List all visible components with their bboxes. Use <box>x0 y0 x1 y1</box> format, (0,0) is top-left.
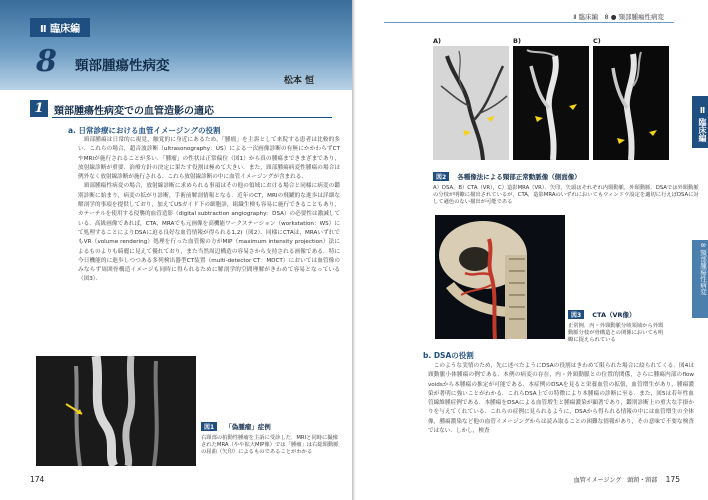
dsa-image <box>433 46 509 160</box>
running-head: Ⅱ 臨床編 8 ● 頸部腫瘍性病変 <box>573 13 664 21</box>
figure-2c-mra <box>593 46 669 160</box>
chapter-number: 8 <box>36 44 57 79</box>
figure-1-text: 右頸部の拍動性腫瘤を主訴に受診した．MRIと同時に撮像されたMRA（やや拡大MIP像）では「腫瘤」は右総頸動脈の屈曲（矢印）によるものであることがわかる <box>201 435 339 456</box>
running-head-rule <box>384 22 674 23</box>
part-tab: Ⅱ 臨床編 <box>30 18 90 37</box>
figure-2-caption <box>433 164 703 207</box>
panel-label-a: A) <box>433 37 442 45</box>
body-text-right: このような実情のため，先に述べたようにDSAの役割はきわめて限られた場合に絞られてくる．図4は頸動脈小体腫瘍の例である．本例の病変の存在，内・外頸動脈との位置的関係，さらに腫瘍内部のflow voidsから本腫瘍の推定が可能である．本症例のDSAを見ると栄養血管の拡張，血管増生があり，腫瘍濃染が著明に強いことがわかる．これらDSA上での特徴により本腫瘍の診断に至る．また，図5は若年性血管線維腫症例である．本腫瘍をDSAによる血管増生と腫瘍濃染が顕著であり，鑑別診断上の重大な手掛かりを与えてくれている．これらの症例に見られるように，DSAから得られる情報の中には血管増生の全体像，腫瘍濃染など他の血管イメージングからは読み取ることの困難な情報があり，その意味で不要な検査ではない．しかし，検査 <box>428 363 696 435</box>
figure-2a-dsa <box>433 46 509 160</box>
subsection-heading-b: b. DSAの役割 <box>423 351 474 360</box>
chapter-title: 頸部腫瘍性病変 <box>75 58 170 74</box>
cta-image <box>513 46 589 160</box>
right-page <box>356 0 708 500</box>
figure-1-caption <box>201 414 341 457</box>
figure-2-label: 図2 <box>433 172 449 181</box>
section-number: 1 <box>30 100 48 117</box>
section-heading <box>30 100 330 118</box>
author-name: 松本 恒 <box>283 76 314 86</box>
side-tab-part: Ⅱ 臨床編 <box>692 96 708 148</box>
figure-1-image <box>36 356 196 466</box>
section-rule <box>52 117 332 118</box>
page-number-left: 174 <box>30 475 45 484</box>
figure-3-image <box>435 215 565 339</box>
figure-3-text: 正常例．内・外頸動脈分岐領域から外頸動脈分枝が骨構造との関係においても明瞭に捉えられている <box>568 323 664 344</box>
figure-3-label: 図3 <box>568 310 584 319</box>
subsection-heading-a: a. 日常診療における血管イメージングの役割 <box>68 126 221 135</box>
figure-1-label: 図1 <box>201 422 217 431</box>
figure-2-text: A）DSA，B）CTA（VR），C）造影MRA（VR）．矢印，矢頭はそれぞれ内頸動脈，外頸動脈．DSAでは外頸動脈の分枝が明瞭に描出されているが，CTA，造影MRAのいずれにおいてもウィンドウ設定を適切に行えばDSAに対して遜色のない描出が可能である <box>433 185 699 206</box>
side-tab-chapter: 8 頸部腫瘍性病変 <box>692 240 708 318</box>
footer-tag: 血管イメージング 頭頸・頸部 <box>573 477 658 484</box>
figure-3-caption <box>568 302 668 345</box>
mra-image <box>36 356 196 466</box>
page-number-right: 175 <box>665 475 680 484</box>
footer-right <box>574 475 680 484</box>
figure-2-title: 各種像法による頸部正常動脈像（側面像） <box>457 173 581 181</box>
figure-2b-cta <box>513 46 589 160</box>
panel-label-b: B) <box>513 37 521 45</box>
cta-vr-image <box>435 215 565 339</box>
section-title: 頸部腫瘍性病変での血管造影の適応 <box>54 106 214 117</box>
figure-1-title: 「偽腫瘤」症例 <box>225 423 271 431</box>
body-text-left: 頸部腫瘍は日常的に視覚，触覚的に身近にあるため，「腫瘤」を主訴として来院する患者は比較的多い．これらの場合，超音波診断（ultrasonography：US）による一次画像診断の有無にかかわらずCTやMRIが施行されることが多い．「腫瘤」の性状は正常偏位（図1）から真の腫瘍まできまざまであり，放射線診断が重要．治療方針の決定に果たす役割は極めて大きい．また，頸部腫瘍病変性腫瘍の場合は例外なく放射線診断が施行される．これら放射線診断の中に血管イメージングが含まれる． 頸部腫瘍性病変の場合，放射線診断に求められる事項はその他の領域における場合と同様に病変の鑑別診断に始まり，病変の拡がり診断，手術前解剖情報となる．近年のCT，MRIの飛躍的な進歩は詳細な解剖学的事項を提供しており，加えてUSガイド下の細胞診，組織生検も容易に施行できることもあり，カテーテルを使用する侵襲的血管造影（digital subtraction angiography：DSA）の必要性は激減している．高級画像であれば，CTA，MRAでも元画像を高機能ワークステーション（workstation：WS）にて処理することによりDSAに迫る良好な血管情報が得られる1,2)（図2）．同様にCTAは，MRAいずれでもVR（volume rendering）処理を行った血管像の方がMIP（maximum intensity projection）法によるものよりも綺麗に見えて優れており，また当然周辺構造の容易さから支持される画像である．特に今日機能的に進歩しつつある多列検出器型CT装置（multi-detector CT：MDCT）においては血管像のみならず周囲骨構造イメージも同時に得られるために解剖学的空間理解がきわめて容易となっている（図3）． <box>78 137 340 283</box>
mra-image <box>593 46 669 160</box>
left-page <box>0 0 352 500</box>
panel-label-c: C) <box>593 37 601 45</box>
figure-3-title: CTA（VR像） <box>592 311 636 319</box>
